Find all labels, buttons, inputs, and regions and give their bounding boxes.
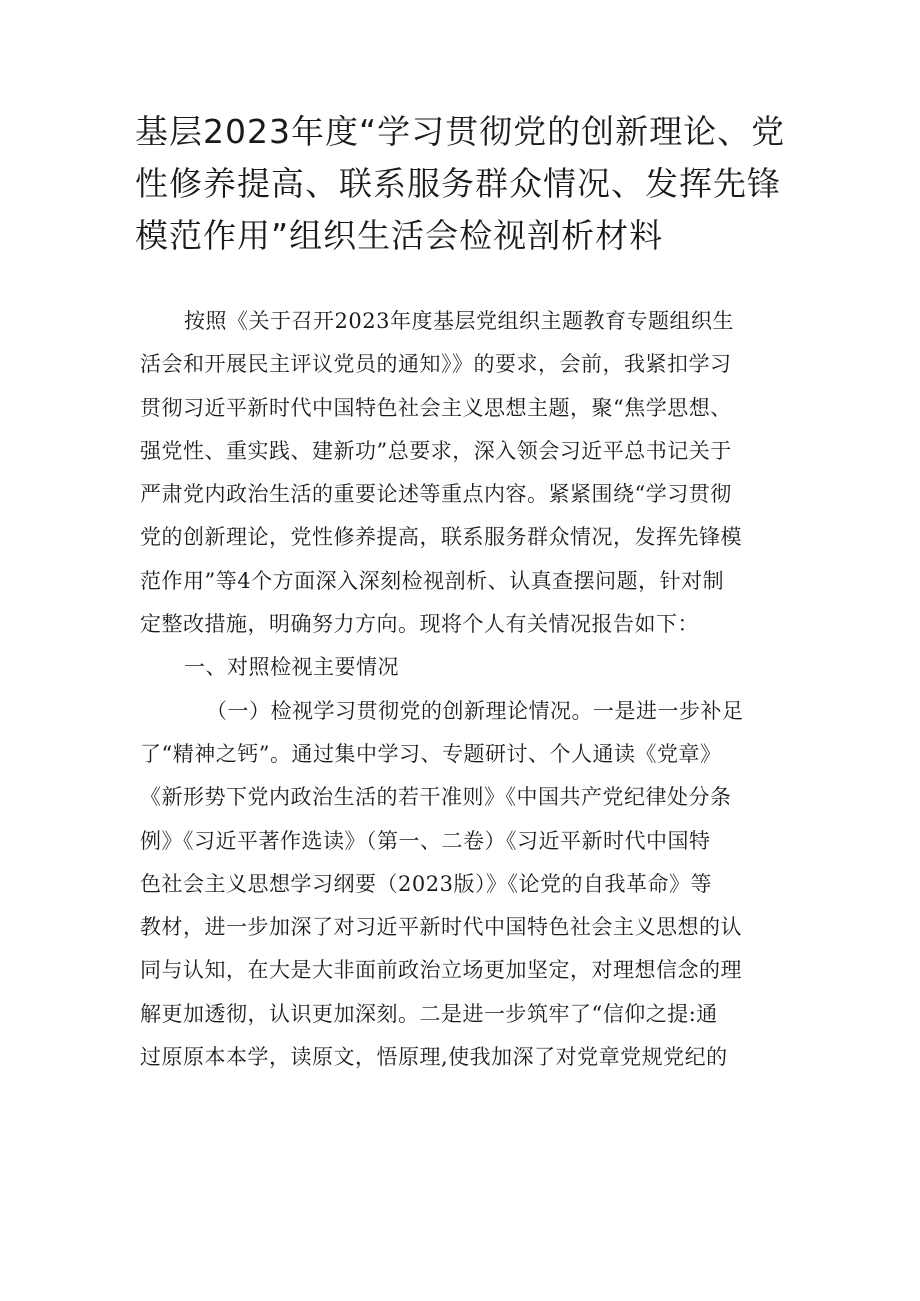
paragraph-line: 按照《关于召开2023年度基层党组织主题教育专题组织生 bbox=[184, 309, 734, 333]
paragraph-line: 例》《习近平著作选读》（第一、二卷）《习近平新时代中国特 bbox=[140, 828, 711, 853]
paragraph-line: 定整改措施，明确努力方向。现将个人有关情况报告如下： bbox=[140, 612, 699, 637]
paragraph-line: 了“精神之钙”。通过集中学习、专题研讨、个人通读《党章》 bbox=[140, 741, 722, 766]
paragraph-line: 教材，进一步加深了对习近平新时代中国特色社会主义思想的认 bbox=[140, 915, 742, 940]
paragraph-line: 范作用”等4个方面深入深刻检视剖析、认真查摆问题，针对制 bbox=[140, 568, 725, 593]
title-line: 基层2023年度“学习贯彻党的创新理论、党 bbox=[135, 112, 786, 151]
paragraph-line: 活会和开展民主评议党员的通知》》的要求，会前，我紧扣学习 bbox=[140, 352, 732, 377]
section-heading: 一、对照检视主要情况 bbox=[184, 655, 399, 680]
paragraph-line: 《新形势下党内政治生活的若干准则》《中国共产党纪律处分条 bbox=[140, 785, 732, 810]
subsection-paragraph bbox=[140, 690, 800, 1080]
paragraph-line: （一）检视学习贯彻党的创新理论情况。一是进一步补足 bbox=[206, 698, 744, 723]
paragraph-line: 同与认知，在大是大非面前政治立场更加坚定，对理想信念的理 bbox=[140, 958, 742, 983]
title-line: 模范作用”组织生活会检视剖析材料 bbox=[135, 216, 664, 255]
paragraph-line: 贯彻习近平新时代中国特色社会主义思想主题，聚“焦学思想、 bbox=[140, 395, 732, 420]
paragraph-line: 解更加透彻，认识更加深刻。二是进一步筑牢了“信仰之提:通 bbox=[140, 1001, 718, 1026]
paragraph-line: 严肃党内政治生活的重要论述等重点内容。紧紧围绕“学习贯彻 bbox=[140, 482, 732, 507]
paragraph-line: 党的创新理论，党性修养提高，联系服务群众情况，发挥先锋模 bbox=[140, 525, 742, 550]
paragraph-line: 强党性、重实践、建新功”总要求，深入领会习近平总书记关于 bbox=[140, 438, 732, 463]
document-title bbox=[135, 106, 795, 262]
title-line: 性修养提高、联系服务群众情况、发挥先锋 bbox=[135, 164, 781, 203]
intro-paragraph bbox=[140, 300, 800, 646]
paragraph-line: 过原原本本学，读原文，悟原理,使我加深了对党章党规党纪的 bbox=[140, 1045, 728, 1070]
paragraph-line: 色社会主义思想学习纲要（2023版）》《论党的自我革命》等 bbox=[140, 871, 712, 896]
document-body bbox=[140, 300, 800, 1079]
